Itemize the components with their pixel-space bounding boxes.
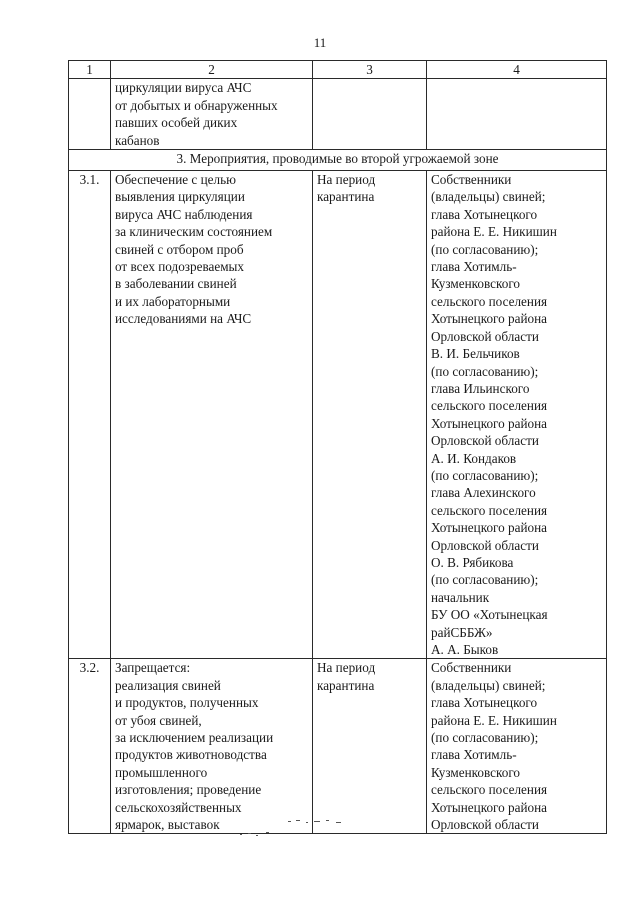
text-line: Орловской области — [431, 537, 539, 553]
row-number: 3.2. — [69, 659, 111, 834]
scan-noise-marks — [236, 818, 366, 838]
text-line: Хотынецкого района — [431, 520, 548, 536]
text-line: от добытых и обнаруженных — [115, 97, 278, 113]
header-col-4: 4 — [427, 61, 607, 79]
text-line: сельского поселения — [431, 398, 548, 414]
text-line: Хотынецкого района — [431, 311, 548, 327]
header-col-1: 1 — [69, 61, 111, 79]
responsible-cell — [427, 659, 607, 834]
text-line: На период — [317, 660, 376, 676]
text-line: райСББЖ» — [431, 624, 493, 640]
text-line: А. А. Быков — [431, 642, 499, 657]
text-line: ярмарок, выставок — [115, 817, 220, 833]
table-row — [69, 171, 607, 659]
continuation-responsible-cell — [427, 79, 607, 150]
text-line: (по согласованию); — [431, 241, 539, 257]
continuation-num-cell — [69, 79, 111, 150]
text-line: сельского поселения — [431, 782, 548, 798]
text-line: кабанов — [115, 132, 160, 148]
text-line: от всех подозреваемых — [115, 259, 245, 275]
text-line: (по согласованию); — [431, 363, 539, 379]
text-line: (владельцы) свиней; — [431, 677, 546, 693]
text-line: изготовления; проведение — [115, 782, 262, 798]
section-row — [69, 150, 607, 171]
text-line: глава Хотимль- — [431, 259, 517, 275]
table-header-row — [69, 61, 607, 79]
text-line: в заболевании свиней — [115, 276, 237, 292]
text-line: глава Хотимль- — [431, 747, 517, 763]
text-line: карантина — [317, 189, 375, 205]
text-line: Собственники — [431, 172, 512, 188]
text-line: за клиническим состоянием — [115, 224, 273, 240]
text-line: (по согласованию); — [431, 467, 539, 483]
measure-cell — [111, 171, 313, 659]
row-number: 3.1. — [69, 171, 111, 659]
table-row — [69, 659, 607, 834]
text-line: Орловской области — [431, 328, 539, 344]
text-line: Орловской области — [431, 817, 539, 833]
text-line: сельского поселения — [431, 502, 548, 518]
text-line: сельского поселения — [431, 293, 548, 309]
text-line: Хотынецкого района — [431, 415, 548, 431]
text-line: О. В. Рябикова — [431, 554, 514, 570]
text-line: На период — [317, 172, 376, 188]
continuation-term-cell — [313, 79, 427, 150]
text-line: сельскохозяйственных — [115, 799, 242, 815]
text-line: БУ ОО «Хотынецкая — [431, 607, 548, 623]
header-col-2: 2 — [111, 61, 313, 79]
text-line: начальник — [431, 589, 490, 605]
text-line: павших особей диких — [115, 115, 238, 131]
page-number: 11 — [313, 35, 327, 50]
text-line: Орловской области — [431, 433, 539, 449]
text-line: от убоя свиней, — [115, 712, 202, 728]
text-line: района Е. Е. Никишин — [431, 712, 557, 728]
text-line: А. И. Кондаков — [431, 450, 517, 466]
text-line: вируса АЧС наблюдения — [115, 206, 253, 222]
continuation-measure-cell — [111, 79, 313, 150]
term-cell — [313, 171, 427, 659]
text-line: и их лабораторными — [115, 293, 231, 309]
text-line: свиней с отбором проб — [115, 241, 244, 257]
text-line: глава Ильинского — [431, 380, 530, 396]
section-title: 3. Мероприятия, проводимые во второй угрожаемой зоне — [69, 150, 607, 171]
text-line: (по согласованию); — [431, 730, 539, 746]
text-line: выявления циркуляции — [115, 189, 245, 205]
responsible-cell — [427, 171, 607, 659]
text-line: В. И. Бельчиков — [431, 346, 520, 362]
text-line: карантина — [317, 677, 375, 693]
term-cell — [313, 659, 427, 834]
text-line: исследованиями на АЧС — [115, 311, 252, 327]
text-line: глава Хотынецкого — [431, 206, 538, 222]
text-line: Запрещается: — [115, 660, 191, 676]
text-line: (владельцы) свиней; — [431, 189, 546, 205]
text-line: промышленного — [115, 764, 208, 780]
header-col-3: 3 — [313, 61, 427, 79]
text-line: продуктов животноводства — [115, 747, 267, 763]
text-line: глава Алехинского — [431, 485, 536, 501]
text-line: циркуляции вируса АЧС — [115, 80, 252, 96]
measures-table — [68, 60, 607, 834]
text-line: глава Хотынецкого — [431, 695, 538, 711]
text-line: Обеспечение с целью — [115, 172, 236, 188]
text-line: Хотынецкого района — [431, 799, 548, 815]
continuation-row — [69, 79, 607, 150]
measure-cell — [111, 659, 313, 834]
text-line: (по согласованию); — [431, 572, 539, 588]
text-line: реализация свиней — [115, 677, 221, 693]
text-line: Кузменковского — [431, 276, 521, 292]
text-line: Собственники — [431, 660, 512, 676]
text-line: Кузменковского — [431, 764, 521, 780]
text-line: района Е. Е. Никишин — [431, 224, 557, 240]
text-line: и продуктов, полученных — [115, 695, 259, 711]
text-line: за исключением реализации — [115, 730, 274, 746]
